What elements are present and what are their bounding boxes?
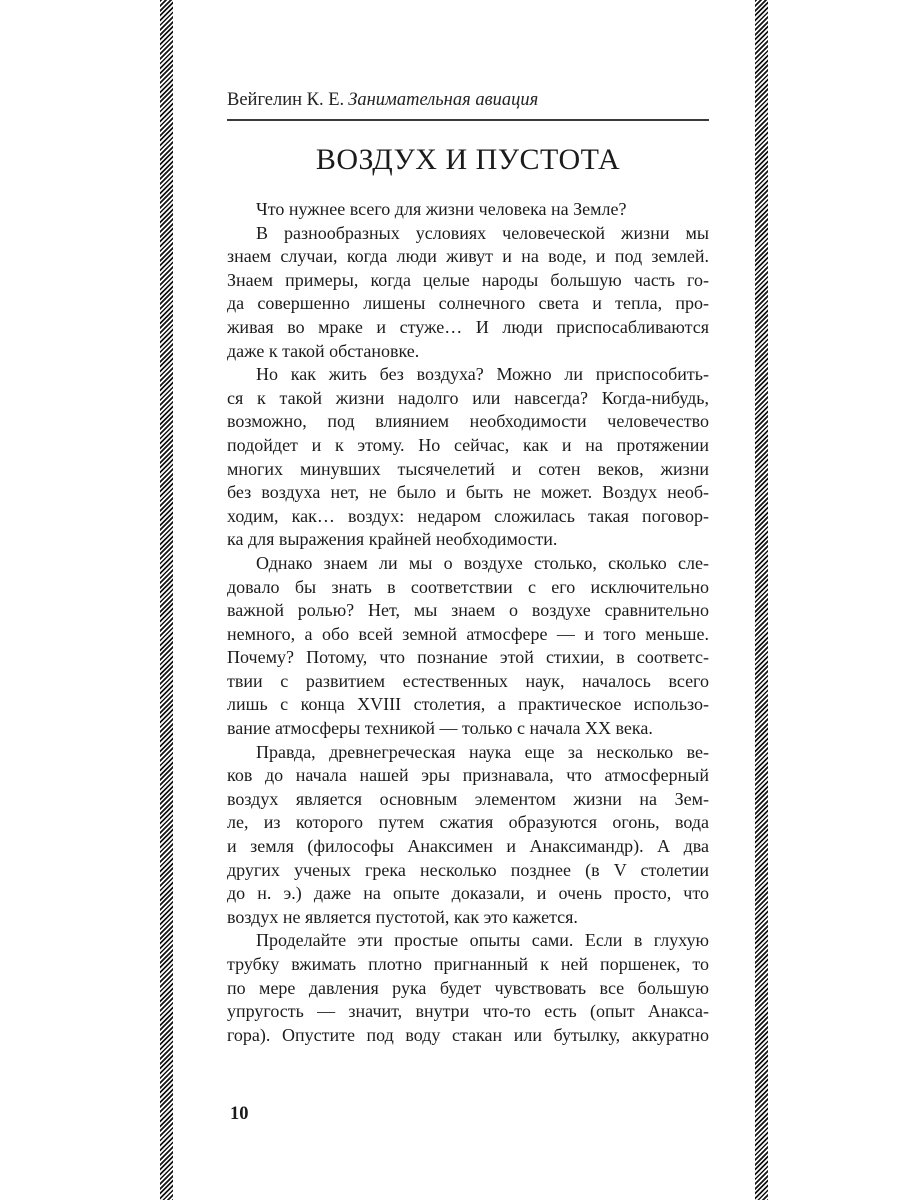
text-line: твии с развитием естественных наук, началось всего <box>227 670 709 691</box>
text-line: ходим, как… воздух: недаром сложилась такая поговор- <box>227 505 709 526</box>
text-line: подойдет и к этому. Но сейчас, как и на протяжении <box>227 434 709 455</box>
text-line: довало бы знать в соответствии с его исключительно <box>227 576 709 597</box>
text-line: немного, а обо всей земной атмосфере — и того меньше. <box>227 623 709 644</box>
text-line: по мере давления рука будет чувствовать все большую <box>227 977 709 998</box>
running-header <box>227 0 709 121</box>
page-content <box>227 0 709 1047</box>
text-line: ся к такой жизни надолго или навсегда? Когда-нибудь, <box>227 387 709 408</box>
paragraph <box>227 552 709 741</box>
text-line: Знаем примеры, когда целые народы большую часть го- <box>227 269 709 290</box>
paragraph <box>227 198 709 222</box>
text-line: гора). Опустите под воду стакан или бутылку, аккуратно <box>227 1024 709 1045</box>
right-hatch-border <box>755 0 768 1200</box>
running-header-author: Вейгелин К. Е. <box>227 90 345 110</box>
running-header-book-title: Занимательная авиация <box>348 90 539 110</box>
text-line: вание атмосферы техникой — только с начала XX века. <box>227 718 653 739</box>
text-line: воздух не является пустотой, как это кажется. <box>227 906 578 927</box>
text-line: Проделайте эти простые опыты сами. Если в глухую <box>256 930 709 951</box>
text-line: Однако знаем ли мы о воздухе столько, сколько сле- <box>256 552 709 573</box>
chapter-title: ВОЗДУХ И ПУСТОТА <box>315 143 621 176</box>
text-line: ка для выражения крайней необходимости. <box>227 529 558 550</box>
text-line: Правда, древнегреческая наука еще за несколько ве- <box>256 741 709 762</box>
text-line: ков до начала нашей эры признавала, что атмосферный <box>227 765 709 786</box>
text-line: Но как жить без воздуха? Можно ли приспособить- <box>256 364 709 385</box>
text-line: упругость — значит, внутри что-то есть (опыт Анакса- <box>227 1001 709 1022</box>
page-number: 10 <box>230 1104 249 1124</box>
text-line: возможно, под влиянием необходимости человечество <box>227 411 709 432</box>
text-line: важной ролью? Нет, мы знаем о воздухе сравнительно <box>227 600 709 621</box>
text-line: лишь с конца XVIII столетия, а практическое использо- <box>227 694 709 715</box>
paragraph <box>227 741 709 930</box>
text-line: многих минувших тысячелетий и сотен веков, жизни <box>227 458 709 479</box>
text-line: Что нужнее всего для жизни человека на Земле? <box>256 199 627 219</box>
text-line: до н. э.) даже на опыте доказали, и очень просто, что <box>227 883 709 904</box>
text-line: воздух является основным элементом жизни на Зем- <box>227 788 709 809</box>
text-line: знаем случаи, когда люди живут и на воде, и под землей. <box>227 246 709 267</box>
text-line: ле, из которого путем сжатия образуются огонь, вода <box>227 812 709 833</box>
paragraph <box>227 222 709 364</box>
text-line: даже к такой обстановке. <box>227 340 420 361</box>
text-line: да совершенно лишены солнечного света и тепла, про- <box>227 293 709 314</box>
text-line: без воздуха нет, не было и быть не может. Воздух необ- <box>227 482 709 503</box>
text-line: трубку вжимать плотно пригнанный к ней поршенек, то <box>227 954 709 974</box>
text-line: живая во мраке и стуже… И люди приспосабливаются <box>227 316 709 337</box>
text-line: В разнообразных условиях человеческой жизни мы <box>256 222 709 243</box>
text-line: Почему? Потому, что познание этой стихии, в соответс- <box>227 647 709 668</box>
left-hatch-border <box>160 0 173 1200</box>
paragraph <box>227 363 709 552</box>
text-line: других ученых грека несколько позднее (в V столетии <box>227 859 709 880</box>
body-text <box>227 198 709 1047</box>
paragraph <box>227 929 709 1047</box>
text-line: и земля (философы Анаксимен и Анаксимандр). А два <box>227 836 709 857</box>
